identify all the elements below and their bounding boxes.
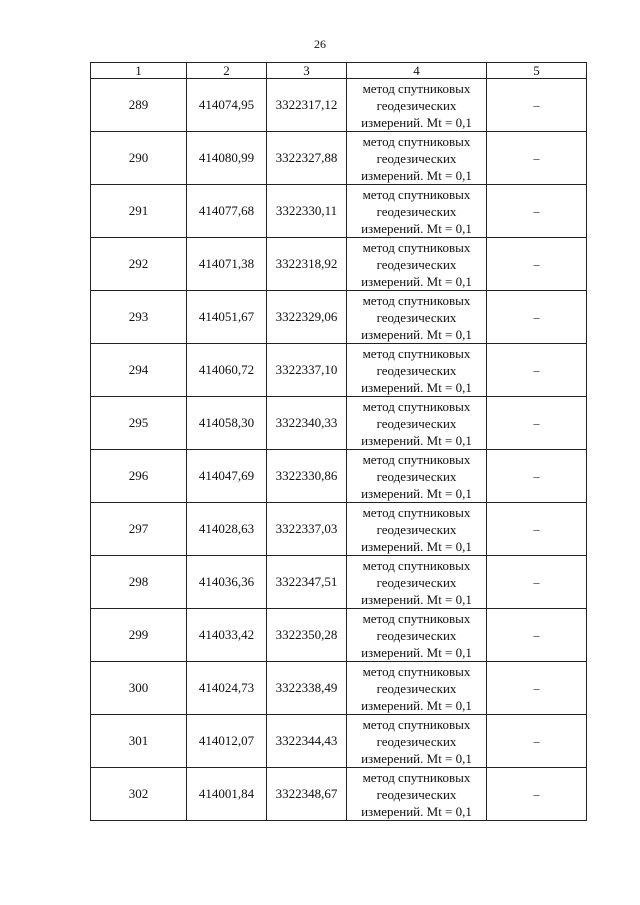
table-header: [91, 63, 587, 79]
method-cell: [347, 132, 487, 185]
y-coordinate-cell: 3322344,43: [267, 715, 347, 768]
method-cell: [347, 238, 487, 291]
method-text-line: метод спутниковых: [362, 133, 471, 149]
point-number-cell: 301: [91, 715, 187, 768]
method-text-line: геодезических: [376, 574, 457, 590]
table-row: [91, 132, 587, 185]
point-number-cell: 295: [91, 397, 187, 450]
point-number-cell: 290: [91, 132, 187, 185]
header-col-1: 1: [91, 63, 187, 79]
table-row: [91, 344, 587, 397]
header-col-4: 4: [347, 63, 487, 79]
point-number-cell: 302: [91, 768, 187, 821]
method-text-line: измерений. Mt = 0,1: [361, 114, 472, 130]
y-coordinate-cell: 3322327,88: [267, 132, 347, 185]
method-text-line: геодезических: [376, 256, 457, 272]
method-text-line: геодезических: [376, 521, 457, 537]
table-row: [91, 609, 587, 662]
header-col-3: 3: [267, 63, 347, 79]
column-5-cell: –: [487, 556, 587, 609]
x-coordinate-cell: 414012,07: [187, 715, 267, 768]
method-text-line: геодезических: [376, 97, 457, 113]
method-text-line: метод спутниковых: [362, 451, 471, 467]
table-row: [91, 662, 587, 715]
x-coordinate-cell: 414051,67: [187, 291, 267, 344]
x-coordinate-cell: 414001,84: [187, 768, 267, 821]
y-coordinate-cell: 3322348,67: [267, 768, 347, 821]
x-coordinate-cell: 414036,36: [187, 556, 267, 609]
column-5-cell: –: [487, 450, 587, 503]
column-5-cell: –: [487, 79, 587, 132]
x-coordinate-cell: 414047,69: [187, 450, 267, 503]
method-text-line: измерений. Mt = 0,1: [361, 591, 472, 607]
x-coordinate-cell: 414077,68: [187, 185, 267, 238]
column-5-cell: –: [487, 291, 587, 344]
method-text-line: геодезических: [376, 150, 457, 166]
method-cell: [347, 556, 487, 609]
y-coordinate-cell: 3322350,28: [267, 609, 347, 662]
method-cell: [347, 291, 487, 344]
point-number-cell: 293: [91, 291, 187, 344]
table-row: [91, 503, 587, 556]
method-cell: [347, 715, 487, 768]
method-text-line: измерений. Mt = 0,1: [361, 379, 472, 395]
method-text-line: геодезических: [376, 627, 457, 643]
table-body: [91, 79, 587, 821]
y-coordinate-cell: 3322338,49: [267, 662, 347, 715]
column-5-cell: –: [487, 609, 587, 662]
x-coordinate-cell: 414080,99: [187, 132, 267, 185]
method-text-line: метод спутниковых: [362, 557, 471, 573]
coordinates-table: [90, 62, 587, 821]
method-text-line: измерений. Mt = 0,1: [361, 273, 472, 289]
method-text-line: измерений. Mt = 0,1: [361, 697, 472, 713]
method-text-line: геодезических: [376, 203, 457, 219]
method-text-line: измерений. Mt = 0,1: [361, 538, 472, 554]
y-coordinate-cell: 3322347,51: [267, 556, 347, 609]
method-text-line: измерений. Mt = 0,1: [361, 644, 472, 660]
x-coordinate-cell: 414033,42: [187, 609, 267, 662]
column-5-cell: –: [487, 344, 587, 397]
y-coordinate-cell: 3322340,33: [267, 397, 347, 450]
x-coordinate-cell: 414058,30: [187, 397, 267, 450]
point-number-cell: 292: [91, 238, 187, 291]
point-number-cell: 297: [91, 503, 187, 556]
point-number-cell: 289: [91, 79, 187, 132]
method-text-line: метод спутниковых: [362, 610, 471, 626]
column-5-cell: –: [487, 768, 587, 821]
column-5-cell: –: [487, 397, 587, 450]
method-cell: [347, 344, 487, 397]
header-row: [91, 63, 587, 79]
method-text-line: геодезических: [376, 733, 457, 749]
method-text-line: метод спутниковых: [362, 398, 471, 414]
method-text-line: геодезических: [376, 680, 457, 696]
x-coordinate-cell: 414060,72: [187, 344, 267, 397]
y-coordinate-cell: 3322329,06: [267, 291, 347, 344]
method-text-line: метод спутниковых: [362, 239, 471, 255]
method-text-line: измерений. Mt = 0,1: [361, 485, 472, 501]
method-text-line: метод спутниковых: [362, 80, 471, 96]
table-row: [91, 397, 587, 450]
header-col-2: 2: [187, 63, 267, 79]
method-text-line: метод спутниковых: [362, 504, 471, 520]
method-text-line: измерений. Mt = 0,1: [361, 803, 472, 819]
method-text-line: метод спутниковых: [362, 769, 471, 785]
table-row: [91, 450, 587, 503]
y-coordinate-cell: 3322318,92: [267, 238, 347, 291]
method-cell: [347, 768, 487, 821]
table-row: [91, 238, 587, 291]
table-row: [91, 715, 587, 768]
method-cell: [347, 609, 487, 662]
method-text-line: измерений. Mt = 0,1: [361, 167, 472, 183]
table-row: [91, 291, 587, 344]
method-cell: [347, 185, 487, 238]
y-coordinate-cell: 3322330,11: [267, 185, 347, 238]
method-text-line: геодезических: [376, 415, 457, 431]
y-coordinate-cell: 3322337,10: [267, 344, 347, 397]
column-5-cell: –: [487, 185, 587, 238]
x-coordinate-cell: 414074,95: [187, 79, 267, 132]
method-text-line: метод спутниковых: [362, 292, 471, 308]
point-number-cell: 296: [91, 450, 187, 503]
x-coordinate-cell: 414028,63: [187, 503, 267, 556]
point-number-cell: 298: [91, 556, 187, 609]
column-5-cell: –: [487, 503, 587, 556]
column-5-cell: –: [487, 662, 587, 715]
method-text-line: измерений. Mt = 0,1: [361, 750, 472, 766]
method-text-line: метод спутниковых: [362, 716, 471, 732]
method-text-line: измерений. Mt = 0,1: [361, 220, 472, 236]
y-coordinate-cell: 3322317,12: [267, 79, 347, 132]
method-text-line: геодезических: [376, 786, 457, 802]
table-row: [91, 185, 587, 238]
x-coordinate-cell: 414024,73: [187, 662, 267, 715]
column-5-cell: –: [487, 132, 587, 185]
point-number-cell: 294: [91, 344, 187, 397]
point-number-cell: 300: [91, 662, 187, 715]
y-coordinate-cell: 3322337,03: [267, 503, 347, 556]
page-number: 26: [314, 37, 326, 51]
method-text-line: геодезических: [376, 468, 457, 484]
method-text-line: метод спутниковых: [362, 345, 471, 361]
method-text-line: измерений. Mt = 0,1: [361, 326, 472, 342]
method-cell: [347, 397, 487, 450]
table-row: [91, 79, 587, 132]
method-cell: [347, 450, 487, 503]
method-cell: [347, 503, 487, 556]
y-coordinate-cell: 3322330,86: [267, 450, 347, 503]
method-text-line: измерений. Mt = 0,1: [361, 432, 472, 448]
method-text-line: геодезических: [376, 309, 457, 325]
method-cell: [347, 79, 487, 132]
column-5-cell: –: [487, 715, 587, 768]
column-5-cell: –: [487, 238, 587, 291]
table-row: [91, 556, 587, 609]
method-text-line: геодезических: [376, 362, 457, 378]
header-col-5: 5: [487, 63, 587, 79]
table-row: [91, 768, 587, 821]
method-text-line: метод спутниковых: [362, 663, 471, 679]
method-cell: [347, 662, 487, 715]
x-coordinate-cell: 414071,38: [187, 238, 267, 291]
point-number-cell: 299: [91, 609, 187, 662]
point-number-cell: 291: [91, 185, 187, 238]
method-text-line: метод спутниковых: [362, 186, 471, 202]
